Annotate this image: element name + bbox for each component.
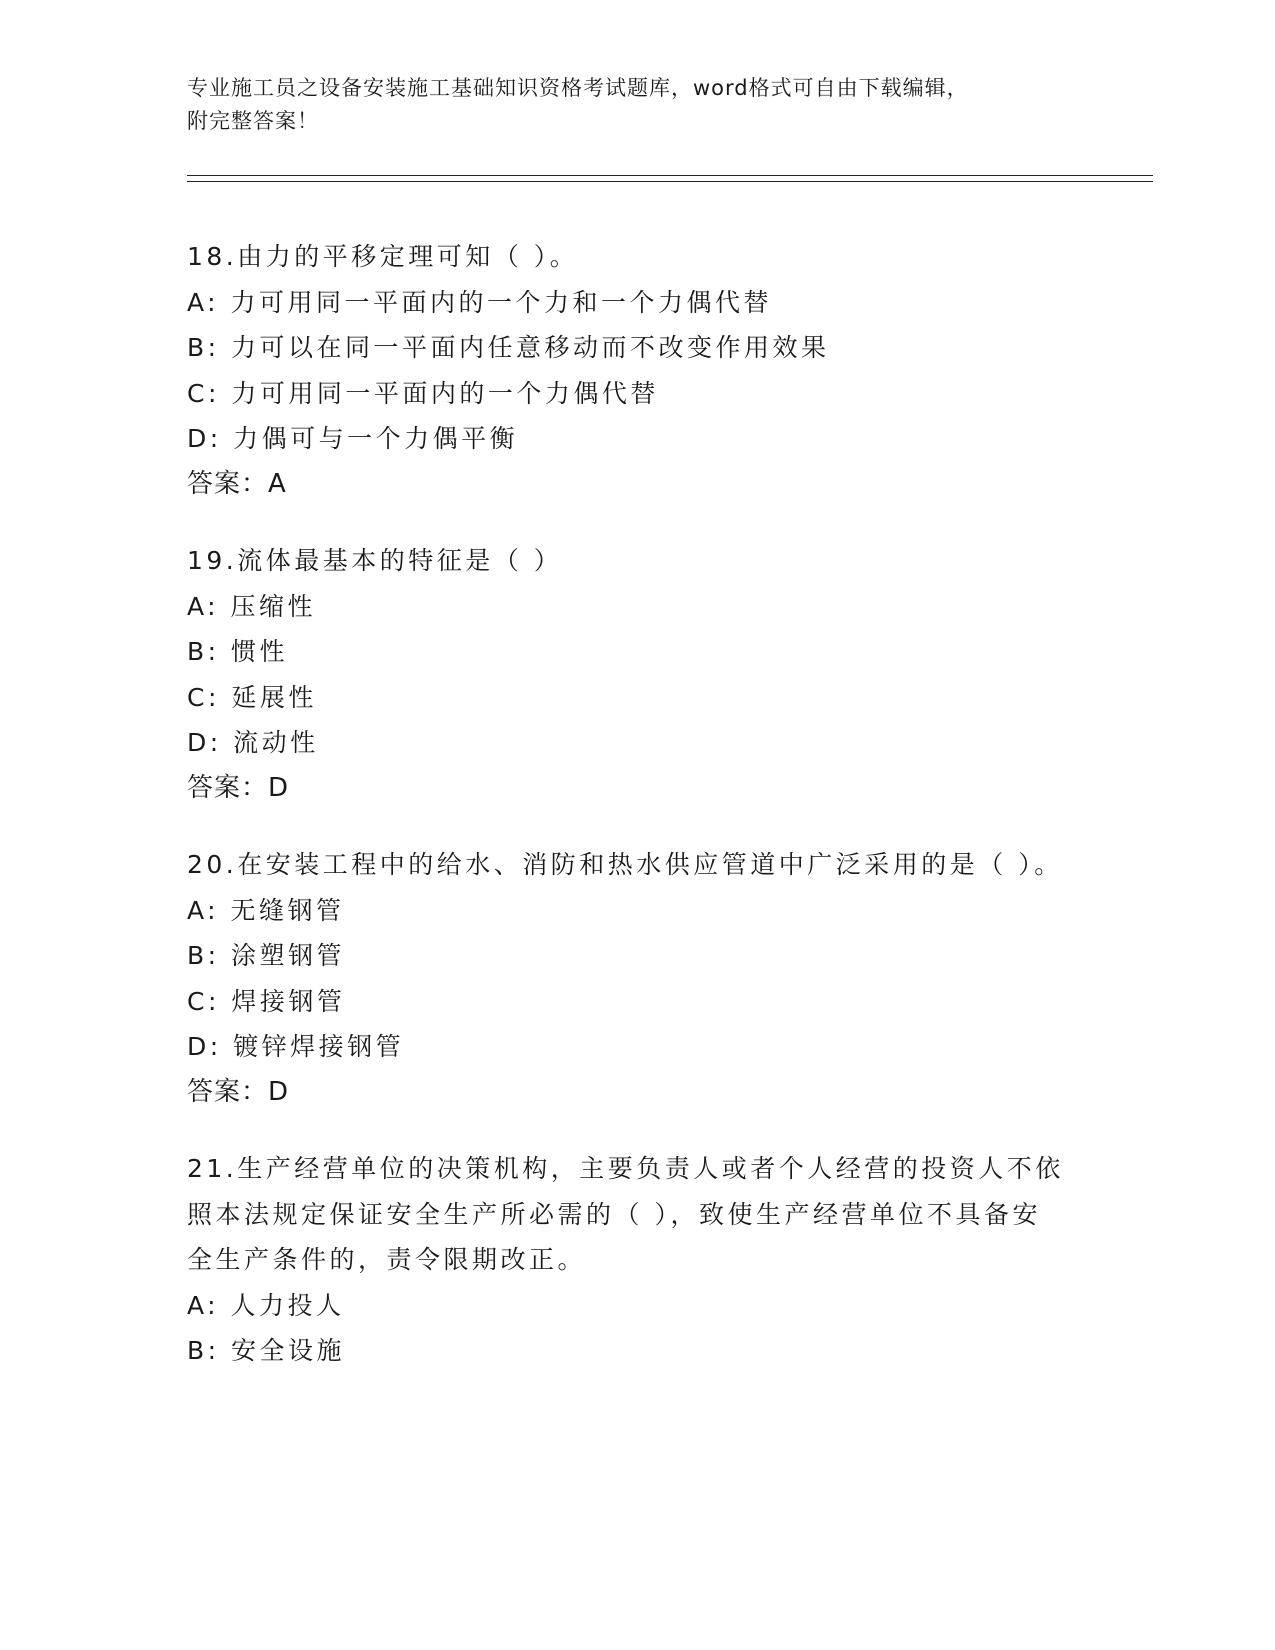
answer: 答案：D [187, 772, 290, 803]
option-c: C: 焊接钢管 [187, 986, 346, 1016]
option-a: A: 力可用同一平面内的一个力和一个力偶代替 [187, 287, 773, 317]
option-b: B: 安全设施 [187, 1336, 346, 1365]
header-line-1: 专业施工员之设备安装施工基础知识资格考试题库，word格式可自由下载编辑， [187, 76, 969, 100]
question-stem: 19.流体最基本的特征是（ ） [187, 546, 563, 575]
option-c: C: 延展性 [187, 682, 317, 712]
question-19 [187, 538, 1087, 811]
option-b: B: 力可以在同一平面内任意移动而不改变作用效果 [187, 333, 830, 362]
option-a: A: 无缝钢管 [187, 895, 345, 925]
document-header [187, 72, 1087, 138]
option-a: A: 压缩性 [187, 591, 317, 621]
answer: 答案：D [187, 1076, 290, 1107]
answer: 答案：A [187, 468, 287, 499]
option-b: B: 惯性 [187, 637, 289, 666]
question-stem: 21.生产经营单位的决策机构，主要负责人或者个人经营的投资人不依照本法规定保证安全生产所必需的（ ），致使生产经营单位不具备安全生产条件的，责令限期改正。 [187, 1154, 1064, 1274]
option-d: D: 镀锌焊接钢管 [187, 1032, 405, 1061]
option-c: C: 力可用同一平面内的一个力偶代替 [187, 378, 659, 408]
option-a: A: 人力投人 [187, 1290, 345, 1320]
question-20 [187, 842, 1087, 1115]
question-stem: 20.在安装工程中的给水、消防和热水供应管道中广泛采用的是（ ）。 [187, 850, 1063, 879]
question-21 [187, 1146, 1087, 1374]
header-divider-bottom [187, 181, 1153, 182]
option-b: B: 涂塑钢管 [187, 941, 346, 970]
question-stem: 18.由力的平移定理可知（ ）。 [187, 242, 579, 271]
option-d: D: 力偶可与一个力偶平衡 [187, 424, 519, 453]
header-divider-top [187, 175, 1153, 176]
option-d: D: 流动性 [187, 728, 319, 757]
header-line-2: 附完整答案！ [187, 109, 319, 133]
question-18 [187, 234, 1087, 507]
question-list [187, 234, 1087, 1405]
